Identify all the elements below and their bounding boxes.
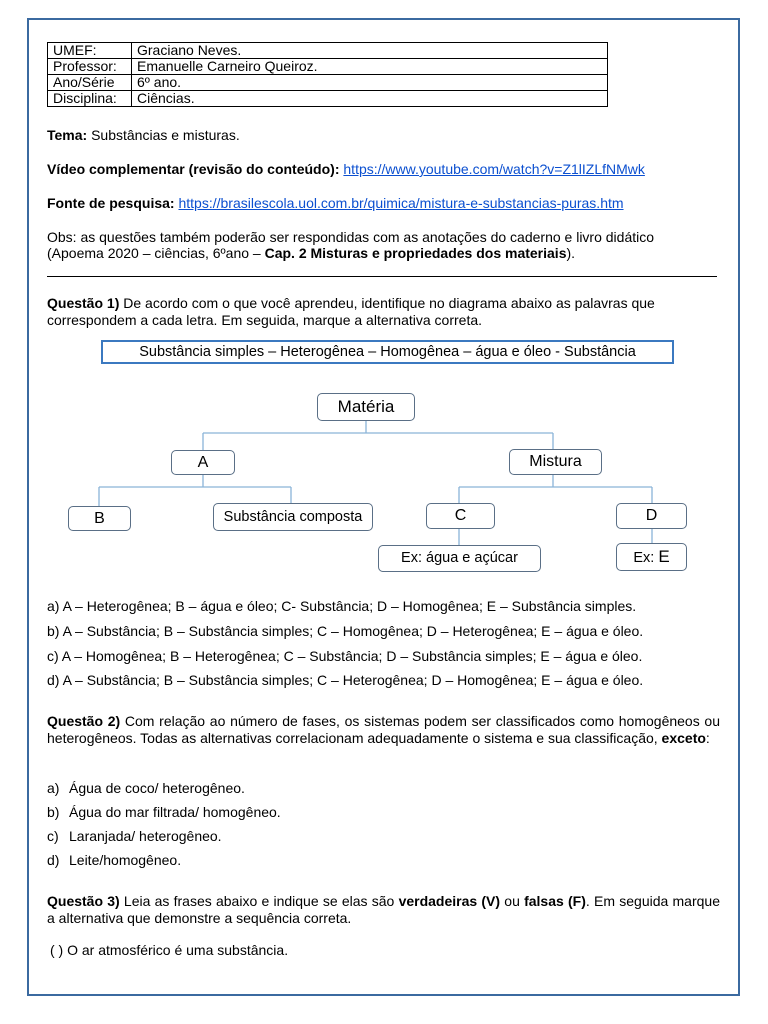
node-materia: Matéria bbox=[317, 393, 415, 421]
header-label: Professor: bbox=[48, 59, 132, 75]
q2-option-b[interactable] bbox=[47, 804, 281, 821]
option-marker: d) bbox=[47, 852, 60, 868]
q2-option-a[interactable] bbox=[47, 780, 245, 797]
header-label: Disciplina: bbox=[48, 91, 132, 107]
example-d-label: Ex: bbox=[633, 550, 655, 566]
node-a: A bbox=[171, 450, 235, 475]
q3-prompt bbox=[47, 893, 720, 927]
q1-option-a[interactable]: a) A – Heterogênea; B – água e óleo; C- Substância; D – Homogênea; E – Substância simples. bbox=[47, 598, 637, 614]
video-link[interactable]: https://www.youtube.com/watch?v=Z1lIZLfNMwk bbox=[343, 161, 645, 177]
node-mistura: Mistura bbox=[509, 449, 602, 475]
node-substancia-composta: Substância composta bbox=[213, 503, 373, 531]
node-b: B bbox=[68, 506, 131, 531]
obs-text: (Apoema 2020 – ciências, 6ºano – bbox=[47, 245, 265, 261]
q1-label: Questão 1) bbox=[47, 295, 120, 311]
header-value: Ciências. bbox=[132, 91, 608, 107]
node-example-c: Ex: água e açúcar bbox=[378, 545, 541, 572]
q3-verdadeiras: verdadeiras (V) bbox=[398, 893, 501, 909]
tema-value: Substâncias e misturas. bbox=[87, 127, 240, 143]
obs-text-end: ). bbox=[566, 245, 576, 261]
q1-option-b[interactable]: b) A – Substância; B – Substância simples; C – Homogênea; D – Heterogênea; E – água e óleo. bbox=[47, 623, 644, 639]
option-marker: a) bbox=[47, 780, 60, 796]
tema-label: Tema: bbox=[47, 127, 88, 143]
q3-falsas: falsas (F) bbox=[524, 893, 586, 909]
node-d: D bbox=[616, 503, 687, 529]
node-c: C bbox=[426, 503, 495, 529]
header-value: 6º ano. bbox=[132, 75, 608, 91]
q2-exceto: exceto bbox=[661, 730, 706, 746]
obs-line-1: Obs: as questões também poderão ser respondidas com as anotações do caderno e livro didático bbox=[47, 229, 655, 245]
video-label: Vídeo complementar (revisão do conteúdo): bbox=[47, 161, 340, 177]
q2-text-end: : bbox=[705, 730, 710, 746]
option-marker: b) bbox=[47, 804, 60, 820]
header-label: Ano/Série bbox=[48, 75, 132, 91]
q3-label: Questão 3) bbox=[47, 893, 120, 909]
q1-text: De acordo com o que você aprendeu, identifique no diagrama abaixo as palavras que correspondem a cada letra. Em seguida, marque a alternativa correta. bbox=[47, 295, 655, 328]
q2-label: Questão 2) bbox=[47, 713, 121, 729]
q2-text: Com relação ao número de fases, os sistemas podem ser classificados como homogêneos ou heterogêneos. Todas as alternativas correlacionam adequadamente o sistema e sua classificação, bbox=[47, 713, 721, 746]
header-value: Emanuelle Carneiro Queiroz. bbox=[132, 59, 608, 75]
option-marker: c) bbox=[47, 828, 59, 844]
q1-option-d[interactable]: d) A – Substância; B – Substância simples; C – Heterogênea; D – Homogênea; E – água e óleo. bbox=[47, 672, 644, 688]
node-example-d bbox=[616, 543, 687, 571]
word-bank: Substância simples – Heterogênea – Homogênea – água e óleo - Substância bbox=[101, 340, 674, 364]
q3-text-end: . Em seguida marque a alternativa que demonstre a sequência correta. bbox=[47, 893, 720, 926]
option-text: Laranjada/ heterogêneo. bbox=[69, 828, 222, 844]
option-text: Água do mar filtrada/ homogêneo. bbox=[69, 804, 281, 820]
q2-option-c[interactable] bbox=[47, 828, 222, 845]
fonte-link[interactable]: https://brasilescola.uol.com.br/quimica/mistura-e-substancias-puras.htm bbox=[178, 195, 624, 211]
option-text: Água de coco/ heterogêneo. bbox=[69, 780, 245, 796]
header-value: Graciano Neves. bbox=[132, 43, 608, 59]
q2-option-d[interactable] bbox=[47, 852, 181, 869]
q3-text: Leia as frases abaixo e indique se elas são bbox=[119, 893, 399, 909]
q3-statement: ( ) O ar atmosférico é uma substância. bbox=[50, 942, 289, 958]
fonte-label: Fonte de pesquisa: bbox=[47, 195, 175, 211]
example-d-letter: E bbox=[658, 547, 670, 566]
obs-chapter: Cap. 2 Misturas e propriedades dos materiais bbox=[264, 245, 567, 261]
q1-option-c[interactable]: c) A – Homogênea; B – Heterogênea; C – Substância; D – Substância simples; E – água e óleo. bbox=[47, 648, 643, 664]
option-text: Leite/homogêneo. bbox=[69, 852, 182, 868]
q3-text-mid: ou bbox=[500, 893, 525, 909]
header-label: UMEF: bbox=[48, 43, 132, 59]
q2-prompt bbox=[47, 713, 720, 747]
